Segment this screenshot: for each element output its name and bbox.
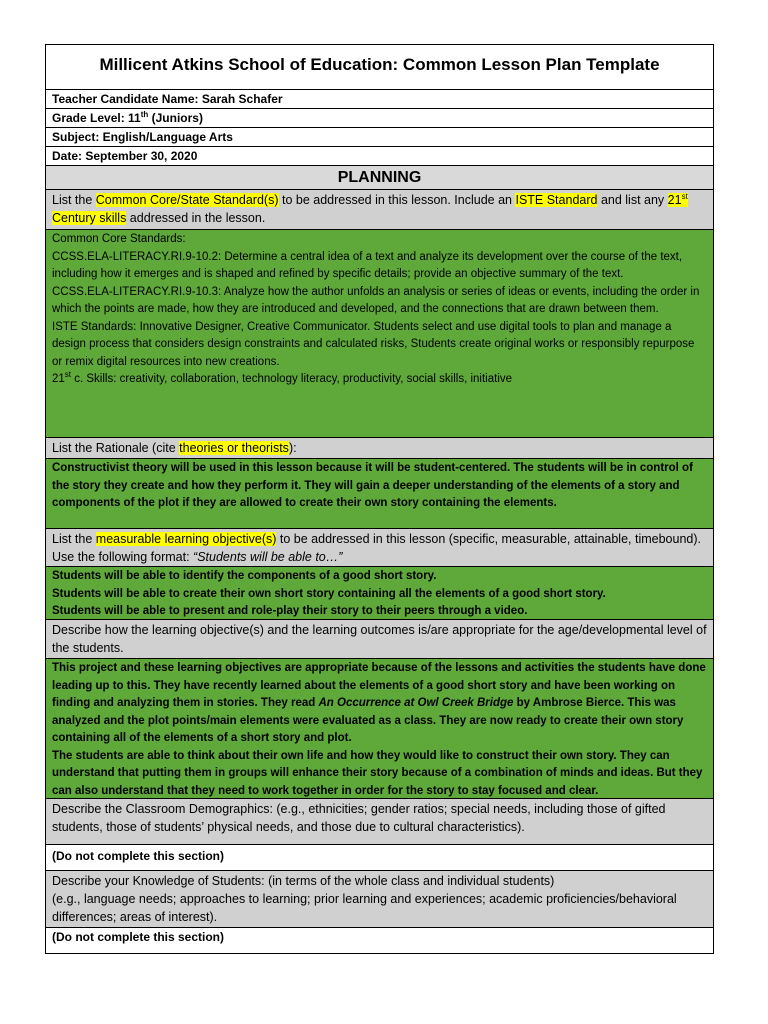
standards-content (45, 230, 714, 438)
appropriate-prompt: Describe how the learning objective(s) and the learning outcomes is/are appropriate for the age/developmental level of the students. (45, 620, 714, 659)
teacher-name: Teacher Candidate Name: Sarah Schafer (45, 90, 714, 109)
date: Date: September 30, 2020 (45, 147, 714, 166)
standards-heading: Common Core Standards: (52, 233, 186, 245)
subject: Subject: English/Language Arts (45, 128, 714, 147)
knowledge-prompt (45, 871, 714, 928)
rationale-content: Constructivist theory will be used in this lesson because it will be student-centered. The students will be in control of the story they create and how they perform it. They will gain a deeper understanding of the elements of a story and components of the plot if they are allowed to create their own story containing the elements. (45, 459, 714, 529)
appropriate-paragraph-1: This project and these learning objectives are appropriate because of the lessons and activities the students have done leading up to this. They have recently learned about the elements of a good short story and have been working on finding and analyzing them in stories. They read An Occurrence at Owl Creek Bridge by Ambrose Bierce. This was analyzed and the plot points/main elements were evaluated as a class. They are now ready to create their own story containing all of the elements of a short story and plot. (52, 662, 706, 744)
knowledge-prompt-line-1: Describe your Knowledge of Students: (in terms of the whole class and individual students) (52, 874, 555, 888)
objectives-list (45, 567, 714, 620)
iste-standards: ISTE Standards: Innovative Designer, Creative Communicator. Students select and use digital tools to plan and manage a design process that considers design constraints and calculated risks, Students create original works or responsibly repurpose or remix digital resources into new creations. (52, 320, 695, 368)
demographics-answer: (Do not complete this section) (45, 845, 714, 871)
lesson-plan-document (45, 44, 714, 954)
planning-heading: PLANNING (45, 166, 714, 190)
appropriate-content (45, 659, 714, 799)
appropriate-paragraph-2: The students are able to think about their own life and how they would like to construct their own story. They can understand that putting them in groups will enhance their story because of a combination of minds and ideas. But they can also understand that they need to work together in order for the story to stay focused and clear. (52, 749, 703, 797)
objective-item: Students will be able to identify the components of a good short story. (52, 570, 437, 582)
grade-level: Grade Level: 11th (Juniors) (45, 109, 714, 128)
standard-ri-3: CCSS.ELA-LITERACY.RI.9-10.3: Analyze how the author unfolds an analysis or series of ideas or events, including the order in which the points are made, how they are introduced and developed, and the connections that are drawn between them. (52, 285, 700, 315)
objective-prompt: List the measurable learning objective(s) to be addressed in this lesson (specific, measurable, attainable, timebound). Use the following format: “Students will be able to…” (45, 529, 714, 567)
rationale-prompt: List the Rationale (cite theories or theorists): (45, 438, 714, 459)
document-title: Millicent Atkins School of Education: Common Lesson Plan Template (45, 44, 714, 90)
standard-ri-2: CCSS.ELA-LITERACY.RI.9-10.2: Determine a central idea of a text and analyze its development over the course of the text, including how it emerges and is shaped and refined by specific details; provide an objective summary of the text. (52, 250, 683, 280)
objective-item: Students will be able to present and role-play their story to their peers through a video. (52, 605, 528, 617)
knowledge-prompt-line-2: (e.g., language needs; approaches to learning; prior learning and experiences; academic proficiencies/behavioral differences; areas of interest). (52, 892, 677, 924)
knowledge-answer: (Do not complete this section) (45, 928, 714, 954)
century-skills: 21st c. Skills: creativity, collaboration, technology literacy, productivity, social skills, initiative (52, 370, 513, 385)
demographics-prompt: Describe the Classroom Demographics: (e.g., ethnicities; gender ratios; special needs, including those of gifted students, those of students’ physical needs, and those due to cultural characteristics). (45, 799, 714, 845)
standards-prompt: List the Common Core/State Standard(s) to be addressed in this lesson. Include an ISTE Standard and list any 21st Century skills addressed in the lesson. (45, 190, 714, 230)
objective-item: Students will be able to create their own short story containing all the elements of a good short story. (52, 587, 606, 600)
